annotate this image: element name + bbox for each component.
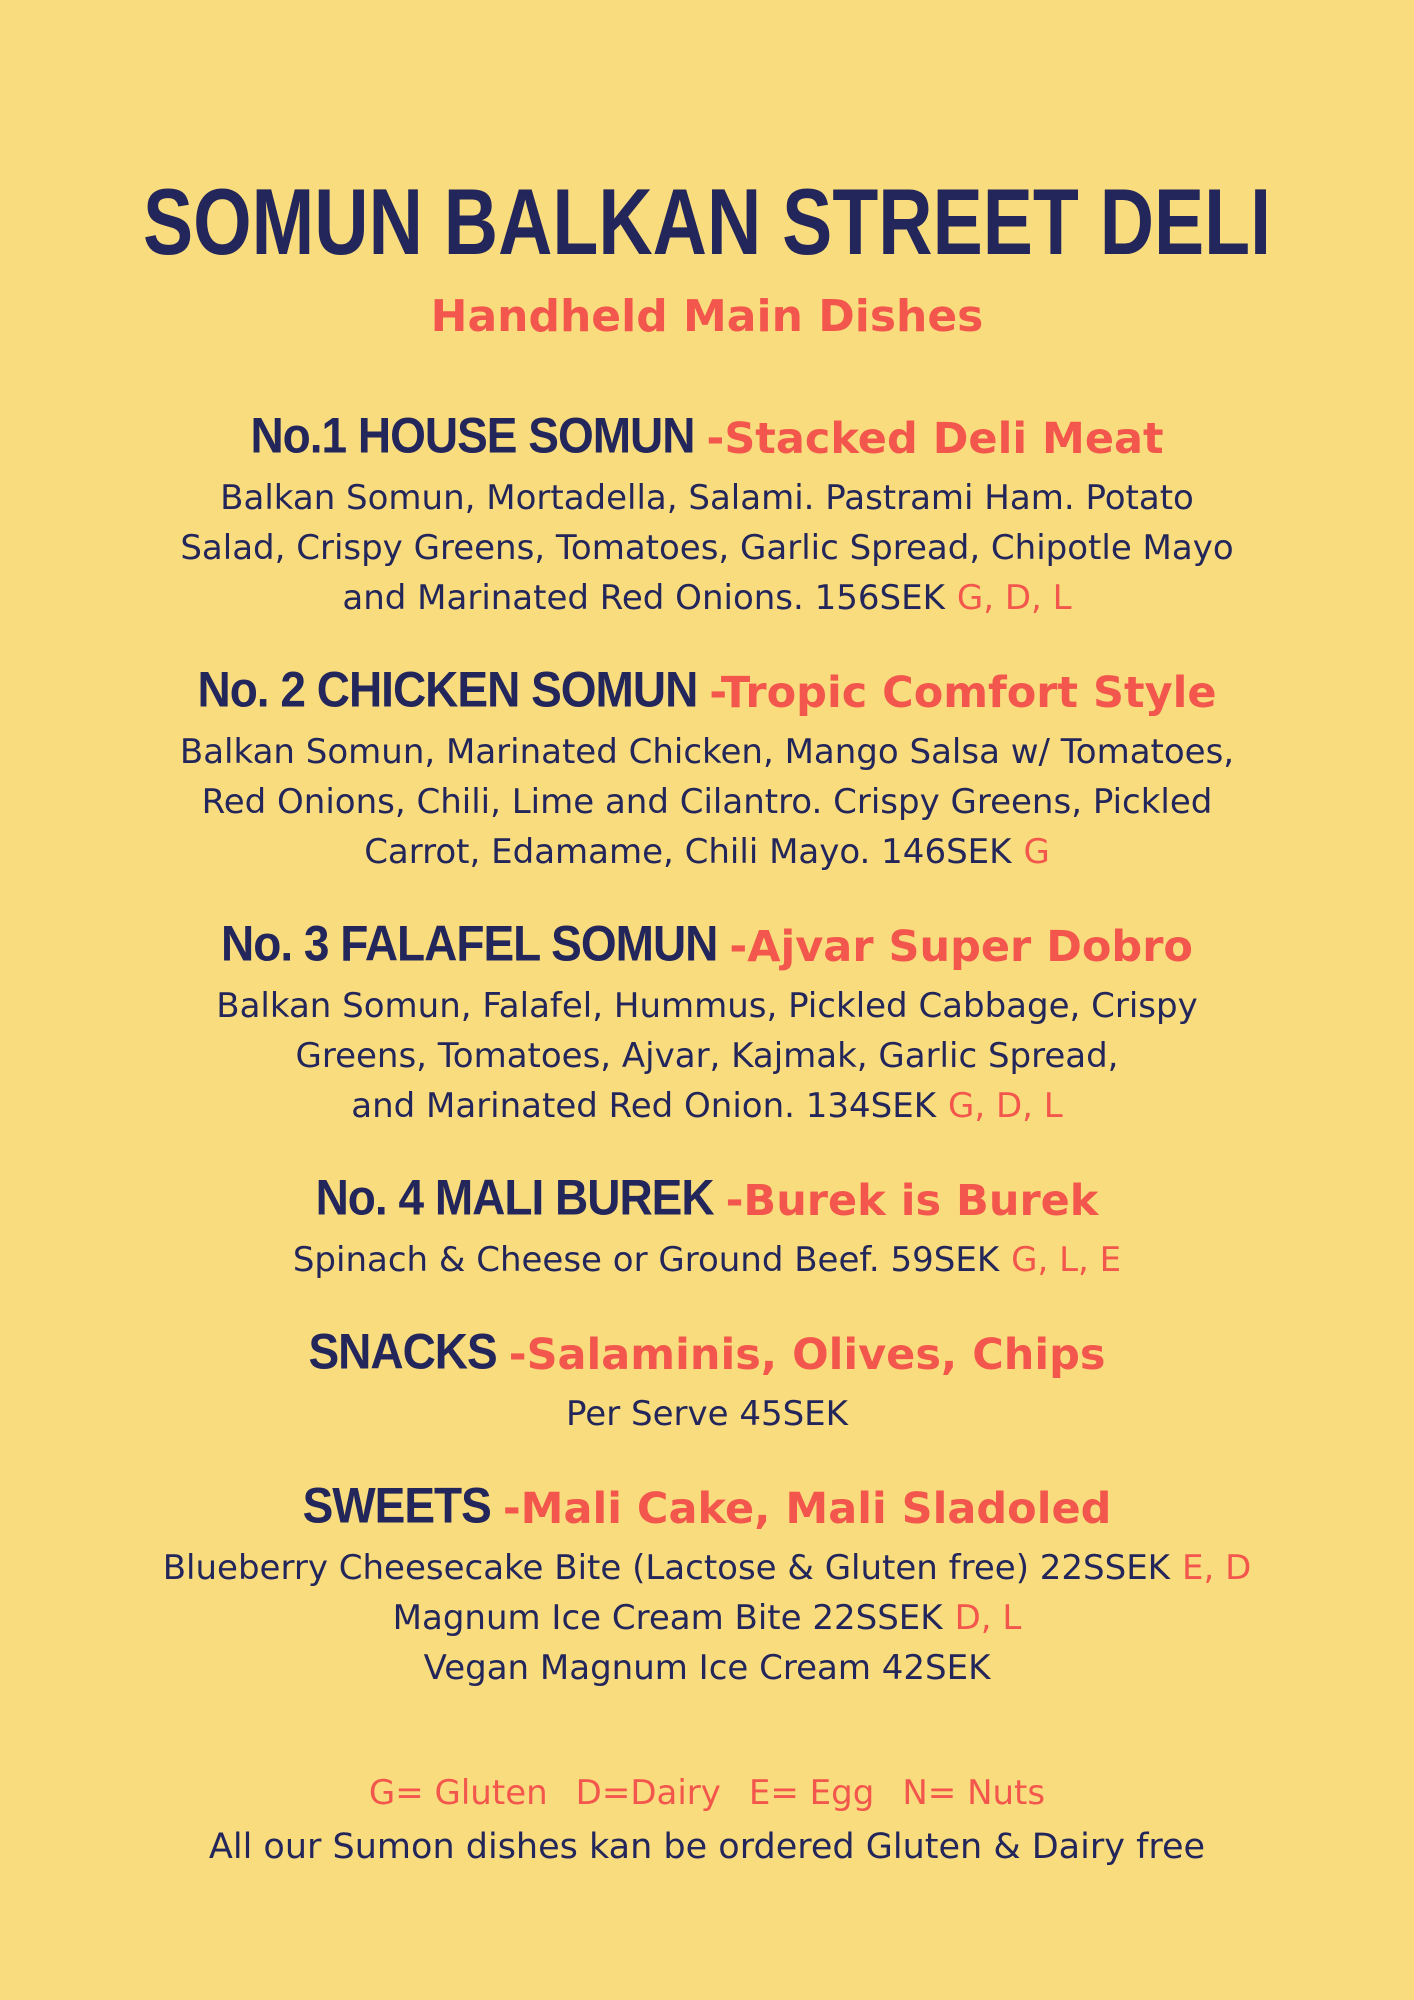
line-text: Balkan Somun, Marinated Chicken, Mango Salsa w/ Tomatoes, (179, 732, 1235, 772)
menu-sections (0, 407, 1414, 1693)
line-text: Magnum Ice Cream Bite 22SSEK (392, 1598, 943, 1638)
line-text: Vegan Magnum Ice Cream 42SEK (423, 1648, 991, 1688)
description-line (0, 727, 1414, 777)
menu-item-name: No.1 HOUSE SOMUN (250, 407, 695, 464)
menu-item-house-somun (0, 407, 1414, 623)
legend-egg: E= Egg (748, 1773, 875, 1813)
menu-item-tagline: -Burek is Burek (725, 1176, 1099, 1226)
menu-item-chicken-somun (0, 661, 1414, 877)
allergen-codes: G (1023, 832, 1050, 872)
menu-item-description (0, 727, 1414, 877)
menu-item-heading (0, 915, 1414, 972)
line-text: Carrot, Edamame, Chili Mayo. 146SEK (364, 832, 1012, 872)
menu-item-name: SNACKS (308, 1323, 497, 1380)
menu-item-tagline: -Salaminis, Olives, Chips (508, 1330, 1106, 1380)
description-line (0, 1081, 1414, 1131)
menu-item-heading (0, 1323, 1414, 1380)
menu-item-heading (0, 407, 1414, 464)
description-line (0, 1031, 1414, 1081)
line-text: Salad, Crispy Greens, Tomatoes, Garlic Spread, Chipotle Mayo (180, 528, 1234, 568)
menu-item-tagline: -Stacked Deli Meat (706, 414, 1164, 464)
menu-item-sweets (0, 1477, 1414, 1693)
menu-item-name: SWEETS (302, 1477, 491, 1534)
menu-item-heading (0, 1477, 1414, 1534)
menu-item-name: No. 2 CHICKEN SOMUN (197, 661, 698, 718)
description-line (0, 523, 1414, 573)
legend-gluten: G= Gluten (368, 1773, 548, 1813)
line-text: Red Onions, Chili, Lime and Cilantro. Crispy Greens, Pickled (201, 782, 1213, 822)
menu-item-tagline: -Tropic Comfort Style (709, 668, 1217, 718)
description-line (0, 1235, 1414, 1285)
allergen-codes: G, D, L (956, 578, 1072, 618)
menu-item-description (0, 981, 1414, 1131)
line-text: Balkan Somun, Mortadella, Salami. Pastrami Ham. Potato (220, 478, 1194, 518)
menu-item-falafel-somun (0, 915, 1414, 1131)
description-line (0, 1389, 1414, 1439)
description-line (0, 1543, 1414, 1593)
menu-item-heading (0, 1169, 1414, 1226)
menu-item-tagline: -Ajvar Super Dobro (729, 922, 1193, 972)
line-text: Blueberry Cheesecake Bite (Lactose & Gluten free) 22SSEK (162, 1548, 1170, 1588)
description-line (0, 573, 1414, 623)
menu-item-description (0, 1543, 1414, 1693)
menu-item-description (0, 473, 1414, 623)
line-text: Balkan Somun, Falafel, Hummus, Pickled Cabbage, Crispy (216, 986, 1198, 1026)
line-text: Per Serve 45SEK (566, 1394, 848, 1434)
description-line (0, 981, 1414, 1031)
line-text: Greens, Tomatoes, Ajvar, Kajmak, Garlic Spread, (295, 1036, 1119, 1076)
line-text: and Marinated Red Onions. 156SEK (342, 578, 945, 618)
allergen-codes: D, L (954, 1598, 1022, 1638)
menu-item-snacks (0, 1323, 1414, 1439)
line-text: Spinach & Cheese or Ground Beef. 59SEK (292, 1240, 1000, 1280)
menu-item-name: No. 4 MALI BUREK (315, 1169, 714, 1226)
description-line (0, 827, 1414, 877)
description-line (0, 1643, 1414, 1693)
legend-nuts: N= Nuts (902, 1773, 1046, 1813)
description-line (0, 777, 1414, 827)
description-line (0, 473, 1414, 523)
legend-dairy: D=Dairy (575, 1773, 721, 1813)
menu-item-mali-burek (0, 1169, 1414, 1285)
allergen-legend (0, 1773, 1414, 1813)
menu-item-description (0, 1235, 1414, 1285)
allergen-codes: G, D, L (948, 1086, 1063, 1126)
description-line (0, 1593, 1414, 1643)
menu-item-description (0, 1389, 1414, 1439)
allergen-codes: E, D (1181, 1548, 1252, 1588)
allergen-codes: G, L, E (1011, 1240, 1122, 1280)
line-text: and Marinated Red Onion. 134SEK (351, 1086, 937, 1126)
menu-item-name: No. 3 FALAFEL SOMUN (221, 915, 718, 972)
footer-note: All our Sumon dishes kan be ordered Gluten & Dairy free (208, 1827, 1206, 1867)
menu-item-tagline: -Mali Cake, Mali Sladoled (502, 1484, 1112, 1534)
page-title: SOMUN BALKAN STREET DELI (142, 169, 1271, 274)
menu-item-heading (0, 661, 1414, 718)
page-subtitle: Handheld Main Dishes (430, 291, 984, 342)
